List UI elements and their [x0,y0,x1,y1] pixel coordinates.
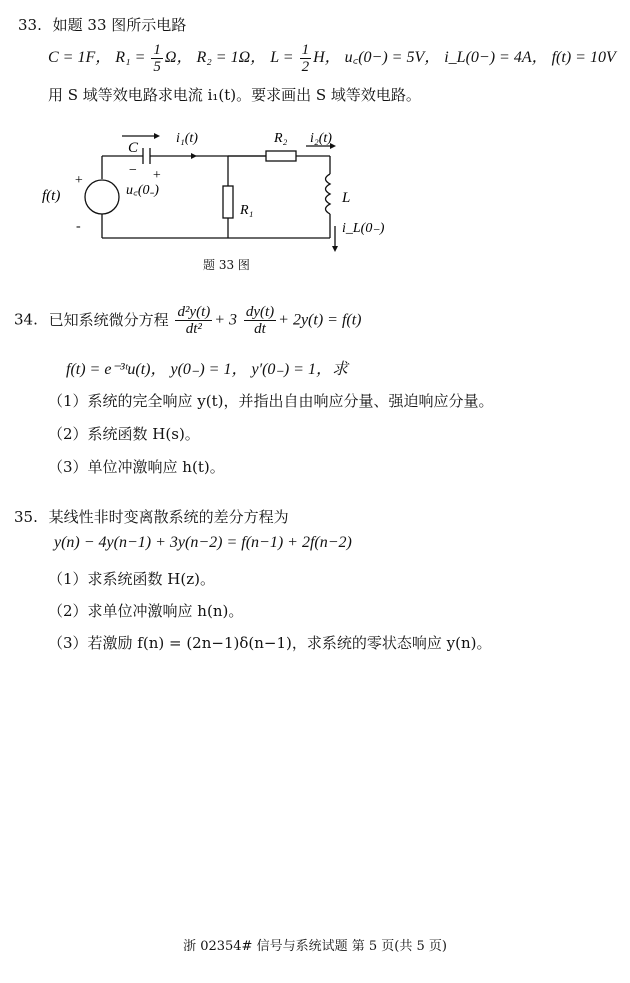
label-r1: R₁ [240,203,254,218]
param-f: f(t) = 10V [551,49,616,67]
label-cap-minus: − [128,163,138,178]
label-il: i_L(0₋) [342,221,385,236]
page-footer: 浙 02354# 信号与系统试题 第 5 页(共 5 页) [183,939,447,954]
q33-title: 如题 33 图所示电路 [52,16,187,34]
label-minus-left: - [76,219,81,234]
q33-figure-caption: 题 33 图 [203,258,250,272]
arrow-c-head [154,133,160,139]
param-r1-unit: Ω， [164,49,193,67]
q34-d2-den: dt² [185,321,202,337]
label-ft: f(t) [42,188,61,204]
q35-header [14,506,289,527]
label-c: C [128,140,139,156]
q34-d1-den: dt [254,321,266,337]
q34-item-1: （1）系统的完全响应 y(t)，并指出自由响应分量、强迫响应分量。 [48,392,494,410]
q34-d1-num: dy(t) [245,304,275,320]
q33-circuit-diagram [40,122,420,252]
label-cap-plus: + [152,168,162,183]
q33-params [48,42,616,75]
q35-item-3: （3）若激励 f(n) = (2n−1)δ(n−1)，求系统的零状态响应 y(n)。 [48,634,492,652]
q34-conditions: f(t) = e⁻³ᵗu(t)， y(0₋) = 1， y′(0₋) = 1，求 [66,361,348,378]
inductor-l [326,174,331,214]
param-l-den: 2 [301,59,310,75]
label-i1: i₁(t) [176,131,198,146]
label-l: L [342,190,351,206]
q33-number: 33. [18,16,42,34]
q34-eq-rest: + 2y(t) = f(t) [278,311,362,329]
q34-plus3: + 3 [214,311,238,329]
q34-intro: 已知系统微分方程 [48,310,169,329]
q33-instruction: 用 S 域等效电路求电流 i₁(t)。要求画出 S 域等效电路。 [48,86,421,104]
param-r1-frac [151,42,163,75]
param-l-num: 1 [301,42,310,58]
param-uc: u꜀(0−) = 5V， [344,49,441,67]
param-l-unit: H， [313,49,341,67]
param-r1-num: 1 [153,42,161,58]
voltage-source-f [85,180,119,214]
q35-item-2: （2）求单位冲激响应 h(n)。 [48,602,244,620]
param-r1-den: 5 [153,59,161,75]
label-i2: i₂(t) [310,131,332,146]
q34-d1-frac [244,304,276,337]
arrow-il-head [332,246,338,252]
q35-item-1: （1）求系统函数 H(z)。 [48,570,216,588]
q34-header [14,304,362,337]
q34-item-3: （3）单位冲激响应 h(t)。 [48,458,225,476]
q34-item-2: （2）系统函数 H(s)。 [48,425,200,443]
q34-d2-frac [175,304,212,337]
r1-resistor [223,186,233,218]
param-r2: R₂ = 1Ω， [196,49,267,67]
q34-number: 34. [14,310,38,329]
q35-equation: y(n) − 4y(n−1) + 3y(n−2) = f(n−1) + 2f(n−2) [54,534,352,551]
param-il: i_L(0−) = 4A， [444,49,548,67]
r2-resistor [266,151,296,161]
label-uc: u꜀(0₋) [126,183,159,198]
q35-intro: 某线性非时变离散系统的差分方程为 [48,508,289,526]
q33-header [18,14,186,35]
label-plus-left: + [74,173,84,188]
param-l-lhs: L = [270,49,294,67]
q34-d2-num: d²y(t) [177,304,211,320]
label-r2: R₂ [274,131,288,146]
param-l-frac [300,42,312,75]
arrow-i1-head [191,153,197,159]
param-c: C = 1F， [48,49,112,67]
param-r1-lhs: R₁ = [115,49,146,67]
q35-number: 35. [14,508,38,526]
